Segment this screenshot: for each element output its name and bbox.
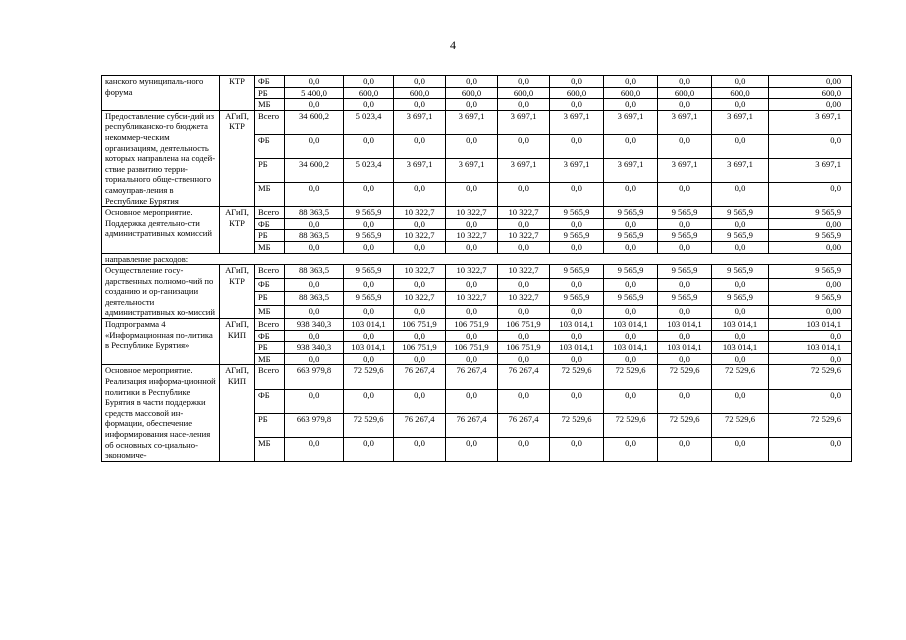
- amount-cell: 72 529,6: [604, 365, 658, 389]
- funding-source-cell: ФБ: [255, 278, 285, 291]
- amount-cell: 0,0: [446, 389, 498, 413]
- amount-cell: 0,0: [394, 134, 446, 158]
- executor-cell: АГиП, КТР: [220, 265, 255, 319]
- amount-cell: 0,0: [344, 183, 394, 207]
- amount-cell: 10 322,7: [498, 265, 550, 278]
- amount-cell: 3 697,1: [658, 110, 712, 134]
- amount-cell: 0,0: [498, 76, 550, 88]
- amount-cell: 0,0: [712, 305, 769, 319]
- funding-source-cell: РБ: [255, 342, 285, 354]
- executor-cell: АГиП, КИП: [220, 365, 255, 461]
- amount-cell: 0,0: [285, 437, 344, 461]
- amount-cell: 0,0: [658, 389, 712, 413]
- amount-cell: 0,0: [712, 183, 769, 207]
- table-row: [102, 110, 852, 134]
- amount-cell: 72 529,6: [658, 413, 712, 437]
- amount-cell: 0,0: [604, 241, 658, 253]
- amount-cell: 9 565,9: [658, 292, 712, 305]
- amount-cell: 0,0: [712, 353, 769, 365]
- amount-cell: 938 340,3: [285, 319, 344, 331]
- amount-cell: 10 322,7: [446, 230, 498, 242]
- amount-cell: 0,0: [769, 389, 852, 413]
- amount-cell: 0,0: [604, 134, 658, 158]
- amount-cell: 0,0: [446, 183, 498, 207]
- amount-cell: 0,0: [344, 353, 394, 365]
- amount-cell: 0,0: [769, 330, 852, 342]
- amount-cell: 76 267,4: [498, 413, 550, 437]
- amount-cell: 0,0: [550, 76, 604, 88]
- amount-cell: 10 322,7: [498, 230, 550, 242]
- amount-cell: 0,0: [285, 218, 344, 230]
- amount-cell: 0,0: [344, 330, 394, 342]
- amount-cell: 72 529,6: [769, 413, 852, 437]
- amount-cell: 0,0: [658, 305, 712, 319]
- amount-cell: 0,0: [658, 218, 712, 230]
- amount-cell: 9 565,9: [712, 207, 769, 219]
- amount-cell: 103 014,1: [658, 342, 712, 354]
- amount-cell: 76 267,4: [446, 365, 498, 389]
- amount-cell: 0,0: [344, 218, 394, 230]
- amount-cell: 10 322,7: [394, 292, 446, 305]
- amount-cell: 0,0: [550, 389, 604, 413]
- amount-cell: 0,0: [712, 278, 769, 291]
- amount-cell: 0,0: [604, 330, 658, 342]
- amount-cell: 0,0: [446, 437, 498, 461]
- page-number: 4: [450, 38, 456, 52]
- amount-cell: 0,0: [550, 437, 604, 461]
- amount-cell: 3 697,1: [498, 158, 550, 182]
- amount-cell: 0,0: [604, 99, 658, 111]
- amount-cell: 0,0: [344, 99, 394, 111]
- amount-cell: 0,00: [769, 99, 852, 111]
- amount-cell: 3 697,1: [498, 110, 550, 134]
- amount-cell: 10 322,7: [394, 230, 446, 242]
- table-row: [102, 76, 852, 88]
- amount-cell: 0,00: [769, 76, 852, 88]
- amount-cell: 938 340,3: [285, 342, 344, 354]
- amount-cell: 0,0: [446, 305, 498, 319]
- amount-cell: 9 565,9: [658, 207, 712, 219]
- amount-cell: 0,0: [446, 99, 498, 111]
- amount-cell: 0,0: [604, 389, 658, 413]
- amount-cell: 0,0: [394, 389, 446, 413]
- amount-cell: 88 363,5: [285, 265, 344, 278]
- amount-cell: 0,0: [769, 183, 852, 207]
- amount-cell: 9 565,9: [604, 292, 658, 305]
- amount-cell: 0,0: [394, 99, 446, 111]
- amount-cell: 0,0: [498, 353, 550, 365]
- amount-cell: 9 565,9: [550, 265, 604, 278]
- amount-cell: 600,0: [446, 87, 498, 99]
- activity-description: Осуществление госу-дарственных полномо-чий по созданию и ор-ганизации деятельности административных ко-миссий: [102, 265, 220, 319]
- amount-cell: 600,0: [658, 87, 712, 99]
- amount-cell: 76 267,4: [394, 365, 446, 389]
- table-row: [102, 319, 852, 331]
- amount-cell: 76 267,4: [394, 413, 446, 437]
- amount-cell: 0,0: [712, 330, 769, 342]
- amount-cell: 103 014,1: [604, 342, 658, 354]
- amount-cell: 0,0: [285, 183, 344, 207]
- amount-cell: 3 697,1: [604, 110, 658, 134]
- amount-cell: 103 014,1: [712, 342, 769, 354]
- funding-source-cell: МБ: [255, 241, 285, 253]
- amount-cell: 0,0: [712, 241, 769, 253]
- amount-cell: 0,0: [769, 134, 852, 158]
- amount-cell: 103 014,1: [769, 319, 852, 331]
- amount-cell: 106 751,9: [446, 319, 498, 331]
- amount-cell: 103 014,1: [550, 342, 604, 354]
- amount-cell: 103 014,1: [550, 319, 604, 331]
- amount-cell: 0,0: [712, 389, 769, 413]
- amount-cell: 3 697,1: [604, 158, 658, 182]
- amount-cell: 0,0: [550, 330, 604, 342]
- executor-cell: АГиП, КИП: [220, 319, 255, 365]
- amount-cell: 106 751,9: [498, 319, 550, 331]
- amount-cell: 600,0: [394, 87, 446, 99]
- amount-cell: 9 565,9: [550, 207, 604, 219]
- amount-cell: 0,0: [604, 353, 658, 365]
- amount-cell: 0,0: [550, 241, 604, 253]
- amount-cell: 3 697,1: [658, 158, 712, 182]
- amount-cell: 9 565,9: [658, 265, 712, 278]
- amount-cell: 663 979,8: [285, 365, 344, 389]
- amount-cell: 72 529,6: [658, 365, 712, 389]
- amount-cell: 0,0: [604, 76, 658, 88]
- amount-cell: 3 697,1: [712, 158, 769, 182]
- section-label: направление расходов:: [102, 253, 852, 265]
- amount-cell: 0,0: [498, 99, 550, 111]
- amount-cell: 9 565,9: [604, 207, 658, 219]
- amount-cell: 3 697,1: [712, 110, 769, 134]
- amount-cell: 72 529,6: [712, 365, 769, 389]
- amount-cell: 0,0: [712, 99, 769, 111]
- amount-cell: 0,0: [712, 218, 769, 230]
- amount-cell: 0,0: [604, 305, 658, 319]
- amount-cell: 0,0: [285, 278, 344, 291]
- amount-cell: 0,0: [712, 437, 769, 461]
- amount-cell: 5 400,0: [285, 87, 344, 99]
- amount-cell: 88 363,5: [285, 230, 344, 242]
- amount-cell: 0,0: [498, 278, 550, 291]
- amount-cell: 0,0: [658, 241, 712, 253]
- funding-source-cell: Всего: [255, 110, 285, 134]
- funding-source-cell: Всего: [255, 207, 285, 219]
- amount-cell: 0,00: [769, 278, 852, 291]
- amount-cell: 9 565,9: [712, 265, 769, 278]
- funding-source-cell: МБ: [255, 99, 285, 111]
- amount-cell: 9 565,9: [344, 292, 394, 305]
- amount-cell: 0,0: [394, 330, 446, 342]
- amount-cell: 72 529,6: [604, 413, 658, 437]
- amount-cell: 9 565,9: [769, 230, 852, 242]
- amount-cell: 0,0: [394, 278, 446, 291]
- amount-cell: 88 363,5: [285, 207, 344, 219]
- amount-cell: 10 322,7: [498, 207, 550, 219]
- executor-cell: АГиП, КТР: [220, 207, 255, 253]
- amount-cell: 0,0: [498, 241, 550, 253]
- amount-cell: 0,0: [394, 437, 446, 461]
- amount-cell: 0,0: [498, 305, 550, 319]
- amount-cell: 0,0: [550, 218, 604, 230]
- funding-source-cell: МБ: [255, 353, 285, 365]
- amount-cell: 9 565,9: [604, 230, 658, 242]
- amount-cell: 0,0: [658, 330, 712, 342]
- amount-cell: 9 565,9: [712, 292, 769, 305]
- amount-cell: 72 529,6: [344, 365, 394, 389]
- amount-cell: 0,0: [446, 134, 498, 158]
- amount-cell: 0,0: [658, 437, 712, 461]
- amount-cell: 0,0: [658, 278, 712, 291]
- amount-cell: 9 565,9: [769, 292, 852, 305]
- funding-source-cell: ФБ: [255, 389, 285, 413]
- amount-cell: 3 697,1: [394, 158, 446, 182]
- amount-cell: 0,0: [394, 183, 446, 207]
- amount-cell: 600,0: [344, 87, 394, 99]
- amount-cell: 3 697,1: [394, 110, 446, 134]
- amount-cell: 0,0: [344, 134, 394, 158]
- funding-source-cell: МБ: [255, 183, 285, 207]
- amount-cell: 10 322,7: [394, 207, 446, 219]
- amount-cell: 0,0: [344, 437, 394, 461]
- table-row: [102, 253, 852, 265]
- amount-cell: 103 014,1: [344, 319, 394, 331]
- amount-cell: 0,0: [285, 99, 344, 111]
- activity-description: Предоставление субси-дий из республиканско-го бюджета некоммер-ческим организациям, деятельность которых направлена на содей-ствие развитию терри-ториального обще-ственного самоуправ-ления в Республике Бурятия: [102, 110, 220, 206]
- amount-cell: 0,0: [498, 437, 550, 461]
- amount-cell: 72 529,6: [712, 413, 769, 437]
- amount-cell: 3 697,1: [769, 158, 852, 182]
- amount-cell: 0,0: [285, 353, 344, 365]
- executor-cell: АГиП, КТР: [220, 110, 255, 206]
- amount-cell: 106 751,9: [446, 342, 498, 354]
- amount-cell: 76 267,4: [446, 413, 498, 437]
- amount-cell: 600,0: [769, 87, 852, 99]
- amount-cell: 9 565,9: [550, 230, 604, 242]
- amount-cell: 103 014,1: [344, 342, 394, 354]
- amount-cell: 5 023,4: [344, 110, 394, 134]
- executor-cell: КТР: [220, 76, 255, 111]
- amount-cell: 0,0: [769, 353, 852, 365]
- amount-cell: 0,00: [769, 241, 852, 253]
- amount-cell: 3 697,1: [550, 110, 604, 134]
- amount-cell: 0,0: [394, 353, 446, 365]
- amount-cell: 9 565,9: [769, 265, 852, 278]
- table-row: [102, 365, 852, 389]
- amount-cell: 0,0: [446, 218, 498, 230]
- amount-cell: 103 014,1: [769, 342, 852, 354]
- amount-cell: 3 697,1: [446, 158, 498, 182]
- funding-source-cell: РБ: [255, 413, 285, 437]
- amount-cell: 9 565,9: [712, 230, 769, 242]
- amount-cell: 0,0: [394, 305, 446, 319]
- amount-cell: 10 322,7: [498, 292, 550, 305]
- funding-source-cell: РБ: [255, 230, 285, 242]
- table-row: [102, 265, 852, 278]
- amount-cell: 0,0: [550, 183, 604, 207]
- amount-cell: 0,0: [550, 353, 604, 365]
- amount-cell: 0,0: [446, 76, 498, 88]
- amount-cell: 0,0: [550, 278, 604, 291]
- funding-source-cell: РБ: [255, 87, 285, 99]
- amount-cell: 0,0: [604, 218, 658, 230]
- amount-cell: 88 363,5: [285, 292, 344, 305]
- amount-cell: 9 565,9: [658, 230, 712, 242]
- funding-source-cell: МБ: [255, 305, 285, 319]
- amount-cell: 0,0: [658, 353, 712, 365]
- amount-cell: 0,0: [394, 241, 446, 253]
- amount-cell: 0,0: [446, 278, 498, 291]
- amount-cell: 106 751,9: [498, 342, 550, 354]
- amount-cell: 0,0: [498, 330, 550, 342]
- funding-source-cell: РБ: [255, 158, 285, 182]
- amount-cell: 3 697,1: [769, 110, 852, 134]
- amount-cell: 0,00: [769, 218, 852, 230]
- table-row: [102, 207, 852, 219]
- amount-cell: 0,00: [769, 305, 852, 319]
- amount-cell: 106 751,9: [394, 319, 446, 331]
- amount-cell: 3 697,1: [550, 158, 604, 182]
- amount-cell: 10 322,7: [394, 265, 446, 278]
- amount-cell: 0,0: [285, 76, 344, 88]
- funding-source-cell: МБ: [255, 437, 285, 461]
- funding-source-cell: Всего: [255, 265, 285, 278]
- activity-description: канского муниципаль-ного форума: [102, 76, 220, 111]
- amount-cell: 0,0: [446, 330, 498, 342]
- amount-cell: 0,0: [344, 76, 394, 88]
- amount-cell: 34 600,2: [285, 158, 344, 182]
- amount-cell: 0,0: [344, 241, 394, 253]
- amount-cell: 0,0: [285, 305, 344, 319]
- activity-description: Основное мероприятие. Поддержка деятельно-сти административных комиссий: [102, 207, 220, 253]
- amount-cell: 0,0: [498, 389, 550, 413]
- amount-cell: 0,0: [498, 183, 550, 207]
- amount-cell: 0,0: [550, 305, 604, 319]
- amount-cell: 34 600,2: [285, 110, 344, 134]
- amount-cell: 72 529,6: [769, 365, 852, 389]
- amount-cell: 0,0: [344, 305, 394, 319]
- amount-cell: 663 979,8: [285, 413, 344, 437]
- amount-cell: 0,0: [285, 330, 344, 342]
- amount-cell: 0,0: [769, 437, 852, 461]
- amount-cell: 0,0: [285, 134, 344, 158]
- amount-cell: 9 565,9: [550, 292, 604, 305]
- amount-cell: 0,0: [344, 389, 394, 413]
- amount-cell: 0,0: [498, 218, 550, 230]
- amount-cell: 600,0: [712, 87, 769, 99]
- amount-cell: 0,0: [394, 76, 446, 88]
- amount-cell: 0,0: [658, 183, 712, 207]
- amount-cell: 103 014,1: [658, 319, 712, 331]
- funding-source-cell: Всего: [255, 319, 285, 331]
- amount-cell: 0,0: [498, 134, 550, 158]
- funding-source-cell: ФБ: [255, 218, 285, 230]
- funding-source-cell: ФБ: [255, 76, 285, 88]
- amount-cell: 600,0: [498, 87, 550, 99]
- amount-cell: 9 565,9: [769, 207, 852, 219]
- amount-cell: 0,0: [344, 278, 394, 291]
- amount-cell: 9 565,9: [344, 207, 394, 219]
- amount-cell: 600,0: [550, 87, 604, 99]
- amount-cell: 10 322,7: [446, 265, 498, 278]
- amount-cell: 10 322,7: [446, 292, 498, 305]
- budget-table: [101, 75, 852, 462]
- amount-cell: 9 565,9: [604, 265, 658, 278]
- activity-description: Основное мероприятие. Реализация информа-ционной политики в Республике Бурятия в части поддержки средств массовой ин-формации, обеспечение информирования насе-ления об основных со-циально-экономиче-: [102, 365, 220, 461]
- amount-cell: 72 529,6: [344, 413, 394, 437]
- amount-cell: 0,0: [604, 278, 658, 291]
- amount-cell: 72 529,6: [550, 365, 604, 389]
- amount-cell: 9 565,9: [344, 230, 394, 242]
- amount-cell: 600,0: [604, 87, 658, 99]
- amount-cell: 0,0: [604, 437, 658, 461]
- amount-cell: 0,0: [550, 99, 604, 111]
- amount-cell: 0,0: [446, 241, 498, 253]
- amount-cell: 0,0: [394, 218, 446, 230]
- amount-cell: 3 697,1: [446, 110, 498, 134]
- funding-source-cell: ФБ: [255, 330, 285, 342]
- funding-source-cell: РБ: [255, 292, 285, 305]
- amount-cell: 0,0: [550, 134, 604, 158]
- amount-cell: 0,0: [658, 76, 712, 88]
- amount-cell: 0,0: [658, 134, 712, 158]
- amount-cell: 103 014,1: [604, 319, 658, 331]
- funding-source-cell: ФБ: [255, 134, 285, 158]
- amount-cell: 0,0: [285, 241, 344, 253]
- amount-cell: 10 322,7: [446, 207, 498, 219]
- amount-cell: 106 751,9: [394, 342, 446, 354]
- amount-cell: 9 565,9: [344, 265, 394, 278]
- amount-cell: 0,0: [604, 183, 658, 207]
- amount-cell: 0,0: [712, 76, 769, 88]
- amount-cell: 103 014,1: [712, 319, 769, 331]
- amount-cell: 72 529,6: [550, 413, 604, 437]
- funding-source-cell: Всего: [255, 365, 285, 389]
- amount-cell: 0,0: [658, 99, 712, 111]
- amount-cell: 0,0: [446, 353, 498, 365]
- amount-cell: 5 023,4: [344, 158, 394, 182]
- activity-description: Подпрограмма 4 «Информационная по-литика в Республике Бурятия»: [102, 319, 220, 365]
- amount-cell: 0,0: [285, 389, 344, 413]
- amount-cell: 0,0: [712, 134, 769, 158]
- amount-cell: 76 267,4: [498, 365, 550, 389]
- table-body: [102, 76, 852, 462]
